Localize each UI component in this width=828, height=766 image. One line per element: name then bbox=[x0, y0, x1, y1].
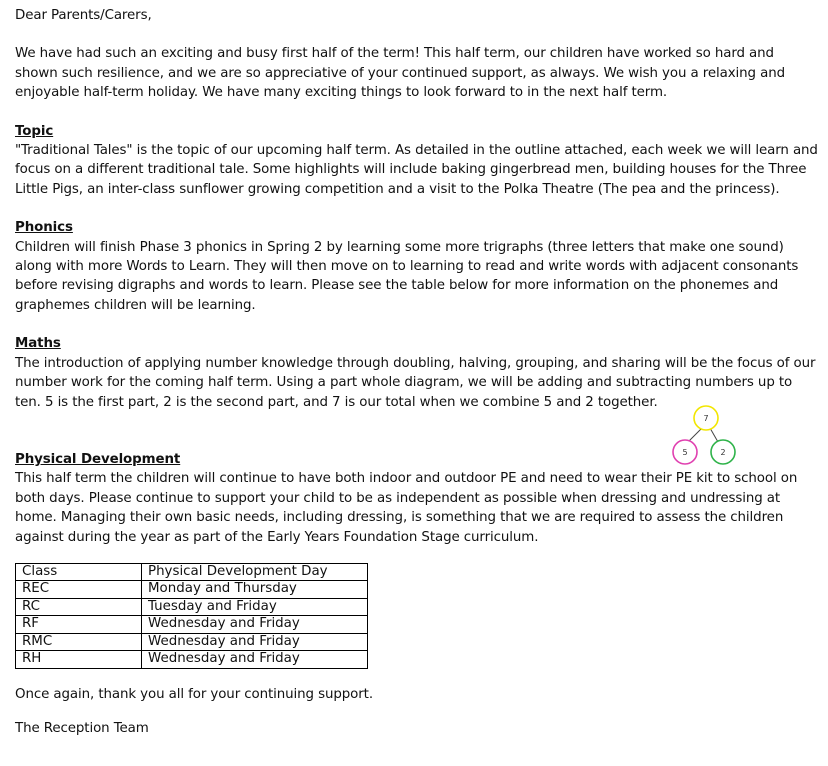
table-row bbox=[16, 651, 368, 669]
phonics-heading: Phonics bbox=[15, 220, 73, 236]
topic-section bbox=[15, 122, 820, 200]
diagram-connector-right bbox=[710, 428, 718, 442]
table-header-row bbox=[16, 563, 368, 581]
table-cell-class: RC bbox=[16, 598, 142, 616]
diagram-part1-label: 5 bbox=[682, 448, 688, 457]
table-row bbox=[16, 598, 368, 616]
phonics-body: Children will finish Phase 3 phonics in Spring 2 by learning some more trigraphs (three letters that make one sound) along with more Words to Learn. They will then move on to learning to read and write words with adjacent consonants before revising digraphs and words to learn. Please see the table below for more information on the phonemes and graphemes children will be learning. bbox=[15, 239, 799, 313]
table-cell-class: RF bbox=[16, 616, 142, 634]
table-cell-class: RMC bbox=[16, 633, 142, 651]
phonics-section bbox=[15, 218, 820, 315]
part-whole-svg bbox=[666, 400, 746, 470]
physical-development-section bbox=[15, 450, 820, 669]
maths-heading: Maths bbox=[15, 336, 61, 352]
table-cell-class: RH bbox=[16, 651, 142, 669]
physical-development-body: This half term the children will continue to have both indoor and outdoor PE and need to wear their PE kit to school on both days. Please continue to support your child to be as independent as possible when dressing and undressing at home. Managing their own basic needs, including dressing, is something that we are required to assess the children against during the year as part of the Early Years Foundation Stage curriculum. bbox=[15, 471, 798, 545]
physical-development-heading: Physical Development bbox=[15, 451, 181, 467]
table-row bbox=[16, 581, 368, 599]
table-row bbox=[16, 633, 368, 651]
table-cell-day: Monday and Thursday bbox=[142, 581, 368, 599]
letter-document bbox=[15, 6, 820, 739]
intro-paragraph: We have had such an exciting and busy first half of the term! This half term, our children have worked so hard and shown such resilience, and we are so appreciative of your continued support, as always. We wish you a relaxing and enjoyable half-term holiday. We have many exciting things to look forward to in the next half term. bbox=[15, 46, 786, 101]
table-cell-day: Wednesday and Friday bbox=[142, 633, 368, 651]
topic-heading: Topic bbox=[15, 123, 54, 139]
diagram-part2-label: 2 bbox=[720, 448, 726, 457]
closing-line: Once again, thank you all for your continuing support. bbox=[15, 686, 373, 702]
table-cell-day: Wednesday and Friday bbox=[142, 616, 368, 634]
pd-day-table bbox=[15, 563, 368, 669]
table-header-class: Class bbox=[16, 563, 142, 581]
topic-body: "Traditional Tales" is the topic of our upcoming half term. As detailed in the outline attached, each week we will learn and focus on a different traditional tale. Some highlights will include baking gingerbread men, building houses for the Three Little Pigs, an inter-class sunflower growing competition and a visit to the Polka Theatre (The pea and the princess). bbox=[15, 143, 818, 197]
table-row bbox=[16, 616, 368, 634]
part-whole-diagram bbox=[666, 400, 746, 470]
maths-body: The introduction of applying number knowledge through doubling, halving, grouping, and sharing will be the focus of our number work for the coming half term. Using a part whole diagram, we will be adding and subtracting numbers up to ten. 5 is the first part, 2 is the second part, and 7 is our total when we combine 5 and 2 together. bbox=[15, 355, 816, 410]
table-header-day: Physical Development Day bbox=[142, 563, 368, 581]
diagram-whole-label: 7 bbox=[703, 414, 709, 423]
table-cell-day: Tuesday and Friday bbox=[142, 598, 368, 616]
diagram-connector-left bbox=[688, 428, 702, 442]
salutation: Dear Parents/Carers, bbox=[15, 8, 152, 23]
signoff: The Reception Team bbox=[15, 721, 149, 737]
table-cell-day: Wednesday and Friday bbox=[142, 651, 368, 669]
table-cell-class: REC bbox=[16, 581, 142, 599]
